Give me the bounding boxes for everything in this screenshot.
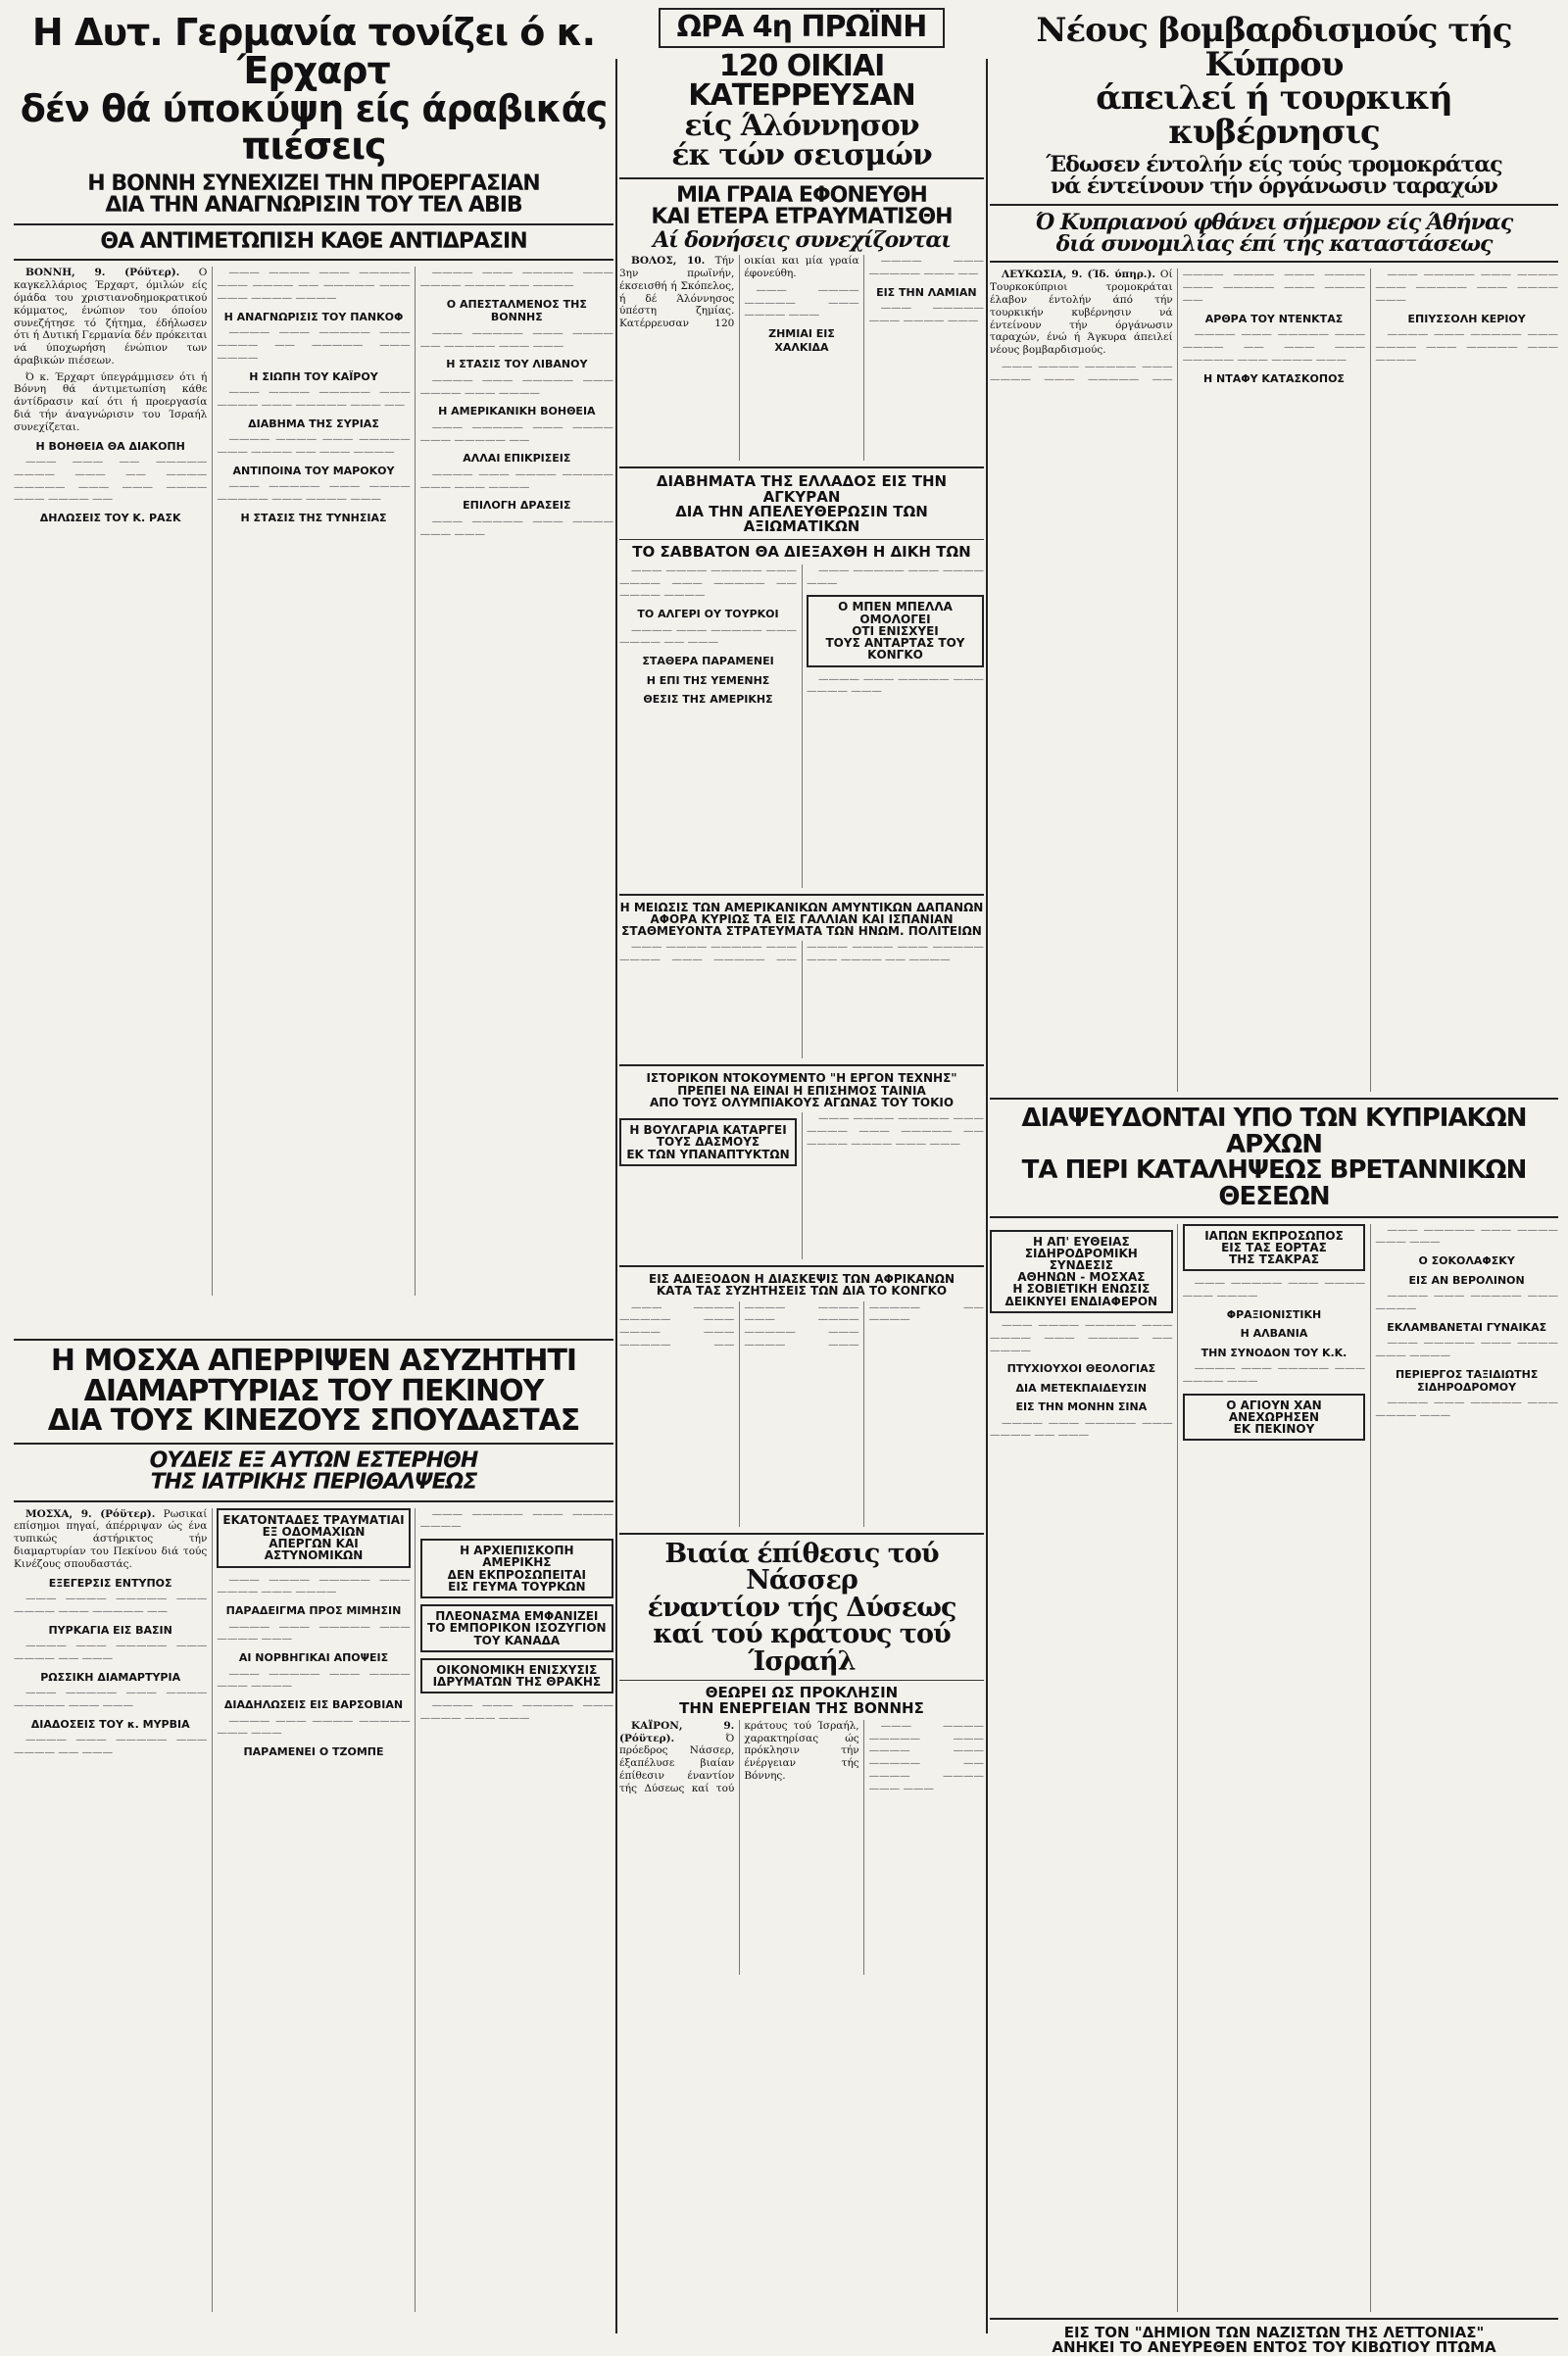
tokyo-body xyxy=(619,1112,984,1259)
section-head: ΠΕΡΙΕΡΓΟΣ ΤΑΞΙΔΙΩΤΗΣ ΣΙΔΗΡΟΔΡΟΜΟΥ xyxy=(1395,1367,1539,1394)
ankara-body xyxy=(619,564,984,888)
article-paragraph: ——— ————— ——— ———— ——— ———— xyxy=(217,1667,411,1693)
box-head: ΕΙΣ ΤΑΣ ΕΟΡΤΑΣ xyxy=(1221,1240,1327,1254)
section-head: Η ΑΛΒΑΝΙΑ xyxy=(1240,1327,1308,1341)
article-paragraph: ———— ——— ————— ——— ———— xyxy=(1375,1289,1558,1314)
box-head: Ο ΑΓΙΟΥΝ ΧΑΝ xyxy=(1226,1398,1322,1412)
divider xyxy=(990,261,1558,263)
dateline: ΒΟΛΟΣ, 10. xyxy=(631,255,706,268)
column-rule xyxy=(986,59,988,2333)
article-paragraph: ——— ————— ——— ———— ——— ——— xyxy=(1375,1223,1558,1249)
subhead-kyprianou-1: Ό Κυπριανού φθάνει σήμερον είς Άθήνας xyxy=(1035,209,1513,235)
box-head: ΔΕΙΚΝΥΕΙ ΕΝΔΙΑΦΕΡΟΝ xyxy=(1004,1294,1158,1308)
dateline: ΜΟΣΧΑ, 9. (Ρόϋτερ). xyxy=(25,1507,156,1520)
section-head: Η ΑΜΕΡΙΚΑΝΙΚΗ ΒΟΗΘΕΙΑ xyxy=(438,405,596,418)
divider xyxy=(619,466,984,468)
article-paragraph: ——— ———— ————— ——— ———— ——— ———— xyxy=(217,1573,411,1598)
article-paragraph: ———— ——— ————— ——— ———— —— ————— ——— ———— xyxy=(217,326,411,364)
article-paragraph: ———— ——— ————— ——— ———— ——— xyxy=(1375,1397,1558,1422)
divider xyxy=(990,204,1558,206)
lower-right-body xyxy=(990,1224,1558,2312)
headline-moscow-3: ΔΙΑ ΤΟΥΣ ΚΙΝΕΖΟΥΣ ΣΠΟΥΔΑΣΤΑΣ xyxy=(47,1403,580,1439)
headline-defense-2: ΑΦΟΡΑ ΚΥΡΙΩΣ ΤΑ ΕΙΣ ΓΑΛΛΙΑΝ ΚΑΙ ΙΣΠΑΝΙΑΝ xyxy=(650,912,954,926)
box-head: Ο ΜΠΕΝ ΜΠΕΛΛΑ ΟΜΟΛΟΓΕΙ xyxy=(838,600,953,626)
article-paragraph: ——— ————— ——— ———— ——— xyxy=(868,302,984,327)
section-head: ΠΥΡΚΑΓΙΑ ΕΙΣ ΒΑΣΙΝ xyxy=(48,1623,172,1637)
divider xyxy=(619,1064,984,1066)
box-head: ΕΞ ΟΔΟΜΑΧΙΩΝ xyxy=(262,1524,366,1539)
alonnisos-body xyxy=(619,255,984,461)
box-head: ΣΙΔΗΡΟΔΡΟΜΙΚΗ xyxy=(1024,1246,1138,1260)
africa-body xyxy=(619,1301,984,1527)
headline-nasser-1: Βιαία έπίθεσις τού Νάσσερ xyxy=(664,1538,939,1596)
article-paragraph: ——— ————— ——— ———— ——— ———— xyxy=(1182,1277,1366,1301)
section-head: ΔΙΑΔΟΣΕΙΣ ΤΟΥ κ. ΜΥΡΒΙΑ xyxy=(30,1717,190,1731)
right-column xyxy=(990,0,1558,2356)
article-paragraph: ——— ———— ————— ——— ———— ——— ————— —— ———— ———— ——— ———— ————— ——— ———— ——— ————— —— ———— xyxy=(619,1301,984,1351)
article-paragraph: ——— ———— ————— ——— ———— ——— ————— —— ———— ———— ——— ————— ——— ———— —— ———— xyxy=(619,941,984,966)
section-head: ΕΠΙΥΣΣΟΛΗ ΚΕΡΙΟΥ xyxy=(1407,312,1526,325)
article-paragraph: ———— ——— ————— ——— ———— —— ——— xyxy=(14,1640,208,1664)
section-head: ΕΙΣ ΑΝ ΒΕΡΟΛΙΝΟΝ xyxy=(1408,1273,1525,1287)
sidebar-box xyxy=(217,1508,410,1568)
section-head: ΔΙΑΔΗΛΩΣΕΙΣ ΕΙΣ ΒΑΡΣΟΒΙΑΝ xyxy=(223,1698,404,1712)
headline-ankara-2: ΔΙΑ ΤΗΝ ΑΠΕΛΕΥΘΕΡΩΣΙΝ ΤΩΝ ΑΞΙΩΜΑΤΙΚΩΝ xyxy=(675,502,928,536)
section-head: ΡΩΣΣΙΚΗ ΔΙΑΜΑΡΤΥΡΙΑ xyxy=(40,1670,181,1684)
subhead-alonnisos-1: ΜΙΑ ΓΡΑΙΑ ΕΦΟΝΕΥΘΗ xyxy=(676,182,927,208)
box-head: ΟΤΙ ΕΝΙΣΧΥΕΙ xyxy=(852,623,939,638)
section-head: ΤΟ ΑΛΓΕΡΙ ΟΥ ΤΟΥΡΚΟΙ xyxy=(637,608,779,621)
subhead-alonnisos-2: ΚΑΙ ΕΤΕΡΑ ΕΤΡΑΥΜΑΤΙΣΘΗ xyxy=(651,205,953,230)
section-head: ΕΙΣ ΤΗΝ ΜΟΝΗΝ ΣΙΝΑ xyxy=(1015,1400,1148,1414)
middle-column xyxy=(619,0,984,2332)
section-head: ΑΛΛΑΙ ΕΠΙΚΡΙΣΕΙΣ xyxy=(463,452,571,466)
section-head: ΤΗΝ ΣΥΝΟΔΟΝ ΤΟΥ Κ.Κ. xyxy=(1200,1346,1348,1359)
headline-alonnisos-2: είς Άλόννησον xyxy=(684,108,919,143)
subhead-bonn-1: Η ΒΟΝΝΗ ΣΥΝΕΧΙΖΕΙ ΤΗΝ ΠΡΟΕΡΓΑΣΙΑΝ xyxy=(87,172,540,196)
section-head: ΕΚΛΑΜΒΑΝΕΤΑΙ ΓΥΝΑΙΚΑΣ xyxy=(1387,1320,1547,1334)
article-paragraph: ———— ——— ————— ——— ———— ——— ————— ——— ———— xyxy=(1375,328,1558,366)
sidebar-box xyxy=(420,1539,613,1598)
divider xyxy=(619,1265,984,1267)
box-head: ΑΘΗΝΩΝ - ΜΟΣΧΑΣ xyxy=(1017,1270,1146,1285)
section-head: ΔΙΑ ΜΕΤΕΚΠΑΙΔΕΥΣΙΝ xyxy=(1015,1381,1148,1395)
headline-cyprus-1: Νέους βομβαρδισμούς τής Κύπρου xyxy=(1036,11,1512,84)
article-paragraph: ———— ——— ————— ——— ———— —— ——— xyxy=(14,1734,208,1758)
box-head: Η ΑΠ' ΕΥΘΕΙΑΣ xyxy=(1033,1234,1130,1249)
headline-africa-2: ΚΑΤΑ ΤΑΣ ΣΥΖΗΤΗΣΕΙΣ ΤΩΝ ΔΙΑ ΤΟ ΚΟΝΓΚΟ xyxy=(656,1284,948,1299)
headline-moscow-1: Η ΜΟΣΧΑ ΑΠΕΡΡΙΨΕΝ ΑΣΥΖΗΤΗΤΙ xyxy=(50,1344,577,1378)
divider xyxy=(14,1339,613,1341)
headline-nasser-3: καί τού κράτους τού Ίσραήλ xyxy=(653,1619,951,1677)
article-paragraph: ——— ————— ——— ———— ——— xyxy=(807,564,984,589)
section-head: Η ΕΠΙ ΤΗΣ ΥΕΜΕΝΗΣ xyxy=(646,673,770,687)
subhead-moscow-1: ΟΥΔΕΙΣ ΕΞ ΑΥΤΩΝ ΕΣΤΕΡΗΘΗ xyxy=(149,1448,478,1473)
article-paragraph: ——— ———— ————— ——— ———— ——— ————— —— ———— ———— ——— ——— xyxy=(807,1112,984,1150)
section-head: ΠΤΥΧΙΟΥΧΟΙ ΘΕΟΛΟΓΙΑΣ xyxy=(1006,1362,1156,1376)
sidebar-box xyxy=(619,1118,797,1166)
headline-erhard-2: δέν θά ύποκύψη είς άραβικάς πιέσεις xyxy=(20,86,608,169)
headline-defense-1: Η ΜΕΙΩΣΙΣ ΤΩΝ ΑΜΕΡΙΚΑΝΙΚΩΝ ΑΜΥΝΤΙΚΩΝ ΔΑΠΑΝΩΝ xyxy=(619,900,984,914)
section-head: ΖΗΜΙΑΙ ΕΙΣ ΧΑΛΚΙΔΑ xyxy=(768,327,835,354)
box-head: ΕΙΣ ΓΕΥΜΑ ΤΟΥΡΚΩΝ xyxy=(448,1579,586,1594)
sidebar-box xyxy=(1183,1394,1366,1442)
box-head: ΤΗΣ ΤΣΑΚΡΑΣ xyxy=(1229,1252,1319,1266)
subhead-nasser-2: ΤΗΝ ΕΝΕΡΓΕΙΑΝ ΤΗΣ ΒΟΝΝΗΣ xyxy=(679,1698,924,1717)
subhead-cyprus-1: Έδωσεν έντολήν είς τούς τρομοκράτας xyxy=(1046,151,1502,177)
headline-denial-2: ΤΑ ΠΕΡΙ ΚΑΤΑΛΗΨΕΩΣ ΒΡΕΤΑΝΝΙΚΩΝ ΘΕΣΕΩΝ xyxy=(1021,1155,1527,1211)
subhead-kyprianou-2: διά συνομιλίας έπί τής καταστάσεως xyxy=(1055,231,1493,257)
cyprus-body xyxy=(990,269,1558,1092)
article-paragraph: ——— ———— ————— ——— ———— ——— ————— —— ———— ———— xyxy=(619,564,797,602)
sidebar-box xyxy=(420,1604,613,1652)
box-head: ΑΝΕΧΩΡΗΣΕΝ xyxy=(1228,1409,1320,1424)
section-head: ΦΡΑΞΙΟΝΙΣΤΙΚΗ xyxy=(1226,1307,1322,1321)
article-paragraph: Ό πρόεδρος Νάσσερ, έξαπέλυσε βιαίαν έπίθεσιν έναντίον τής Δύσεως καί τού κράτους τού Ίσραήλ, χαρακτηρίσας ώς πρόκλησιν τήν ένέργειαν τής Βόννης. xyxy=(619,1719,859,1794)
headline-latvia-2: ΑΝΗΚΕΙ ΤΟ ΑΝΕΥΡΕΘΕΝ ΕΝΤΟΣ ΤΟΥ ΚΙΒΩΤΙΟΥ ΠΤΩΜΑ xyxy=(1052,2337,1496,2356)
article-paragraph: ——— ————— ——— ———— ——— ————— ——— ———— ——— xyxy=(1375,269,1558,307)
box-head: ΕΚΑΤΟΝΤΑΔΕΣ ΤΡΑΥΜΑΤΙΑΙ xyxy=(222,1512,405,1527)
sidebar-box xyxy=(807,595,984,666)
sidebar-box xyxy=(990,1230,1173,1313)
headline-latvia-1: ΕΙΣ ΤΟΝ "ΔΗΜΙΟΝ ΤΩΝ ΝΑΖΙΣΤΩΝ ΤΗΣ ΛΕΤΤΟΝΙΑΣ" xyxy=(1063,2323,1485,2341)
headline-tokyo-2: ΠΡΕΠΕΙ ΝΑ ΕΙΝΑΙ Η ΕΠΙΣΗΜΟΣ ΤΑΙΝΙΑ xyxy=(677,1083,926,1098)
section-head: ΕΙΣ ΤΗΝ ΛΑΜΙΑΝ xyxy=(876,285,977,299)
headline-cyprus-2: άπειλεί ή τουρκική κυβέρνησις xyxy=(1096,78,1452,153)
section-head: ΠΑΡΑΔΕΙΓΜΑ ΠΡΟΣ ΜΙΜΗΣΙΝ xyxy=(225,1604,402,1618)
divider xyxy=(14,223,613,225)
headline-nasser-2: έναντίον τής Δύσεως xyxy=(647,1592,956,1623)
divider xyxy=(14,1500,613,1502)
divider xyxy=(619,177,984,179)
sidebar-box xyxy=(420,1658,613,1693)
article-paragraph: ———— ——— ———— ————— ——— ——— xyxy=(217,1714,411,1740)
box-head: ΑΠΕΡΓΩΝ ΚΑΙ ΑΣΤΥΝΟΜΙΚΩΝ xyxy=(264,1537,364,1563)
box-head: ΤΟΥ ΚΑΝΑΔΑ xyxy=(473,1633,561,1647)
section-head: ΠΑΡΑΜΕΝΕΙ Ο ΤΖΟΜΠΕ xyxy=(243,1745,384,1759)
article-paragraph: ———— ——— ————— ——— ———— ——— xyxy=(217,1620,411,1645)
section-head: ΑΡΘΡΑ ΤΟΥ ΝΤΕΝΚΤΑΣ xyxy=(1204,312,1344,325)
left-column xyxy=(14,0,613,1323)
divider xyxy=(990,1216,1558,1218)
article-paragraph: ——— ———— ————— ——— ———— ——— ————— —— ———— ———— ——— ——— xyxy=(868,1719,984,1794)
divider xyxy=(14,259,613,261)
article-paragraph: ———— ——— ————— ——— ———— ——— xyxy=(807,672,984,698)
box-head: ΣΥΝΔΕΣΙΣ xyxy=(1049,1257,1113,1272)
box-head: ΠΛΕΟΝΑΣΜΑ ΕΜΦΑΝΙΖΕΙ xyxy=(435,1609,599,1624)
headline-tokyo-1: ΙΣΤΟΡΙΚΟΝ ΝΤΟΚΟΥΜΕΝΤΟ "Η ΕΡΓΟΝ ΤΕΧΝΗΣ" xyxy=(646,1071,957,1086)
box-head: ΙΑΠΩΝ ΕΚΠΡΟΣΩΠΟΣ xyxy=(1204,1228,1344,1243)
headline-alonnisos-1: 120 ΟΙΚΙΑΙ ΚΑΤΕΡΡΕΥΣΑΝ xyxy=(688,48,915,114)
divider xyxy=(619,539,984,540)
subhead-nasser-1: ΘΕΩΡΕΙ ΩΣ ΠΡΟΚΛΗΣΙΝ xyxy=(705,1684,899,1702)
dateline: ΛΕΥΚΩΣΙΑ, 9. (Ίδ. ύπηρ.). xyxy=(1002,269,1156,281)
box-head: ΤΟ ΕΜΠΟΡΙΚΟΝ ΙΣΟΖΥΓΙΟΝ xyxy=(427,1621,607,1636)
subhead-bonn-2: ΔΙΑ ΤΗΝ ΑΝΑΓΝΩΡΙΣΙΝ ΤΟΥ ΤΕΛ ΑΒΙΒ xyxy=(105,193,522,219)
divider xyxy=(619,1533,984,1535)
section-head: Ο ΣΟΚΟΛΑΦΣΚΥ xyxy=(1418,1254,1515,1268)
article-paragraph: ——— ———— ——— ————— ——— ———— —— ————— ——— ——— ———— ———— xyxy=(217,267,411,304)
moscow-article xyxy=(14,1333,613,2332)
section-head: Ο ΑΠΕΣΤΑΛΜΕΝΟΣ ΤΗΣ ΒΟΝΝΗΣ xyxy=(446,297,587,324)
subhead-cyprus-2: νά έντείνουν τήν όργάνωσιν ταραχών xyxy=(1051,173,1497,200)
article-paragraph: ——— ———— ————— ——— ———— ——— ————— —— ———— ———— ——— ———— ——— ————— ——— ———— —— xyxy=(990,269,1366,385)
article-paragraph: ——— ———— ————— ——— ———— ——— ————— ——— —— xyxy=(217,385,411,411)
box-head: ΕΚ ΤΩΝ ΥΠΑΝΑΠΤΥΚΤΩΝ xyxy=(626,1147,790,1161)
subhead-alonnisos-3: Αί δονήσεις συνεχίζονται xyxy=(653,226,951,253)
headline-moscow-2: ΔΙΑΜΑΡΤΥΡΙΑΣ ΤΟΥ ΠΕΚΙΝΟΥ xyxy=(83,1373,544,1408)
dateline: ΚΑΪΡΟΝ, 9. (Ρόϋτερ). xyxy=(619,1719,735,1744)
section-head: ΔΗΛΩΣΕΙΣ ΤΟΥ Κ. ΡΑΣΚ xyxy=(39,512,181,525)
article-paragraph: Οί Τουρκοκύπριοι τρομοκράται έλαβον έντολήν άπό τήν τουρκικήν κυβέρνησιν νά έντείνουν τήν όργάνωσιν ταραχών, ένώ ή Άγκυρα άπειλεί νέους βομβαρδισμούς. xyxy=(990,269,1173,357)
article-paragraph: ——— ———— ————— ——— ———— ——— xyxy=(744,283,859,321)
subhead-ankara: ΤΟ ΣΑΒΒΑΤΟΝ ΘΑ ΔΙΕΞΑΧΘΗ Η ΔΙΚΗ ΤΩΝ xyxy=(632,543,971,562)
article-paragraph: Τήν 3ην πρωϊνήν, έκσεισθή ή Σκόπελος, ή δέ Άλόννησος ύπέστη ζημίας. Κατέρρευσαν 120 οικίαι και μία γραία έφονεύθη. xyxy=(619,255,859,330)
article-paragraph: ——— ————— ——— ———— ————— ——— ——— xyxy=(14,1687,208,1711)
article-erhard-body xyxy=(14,267,613,1296)
headline-denial-1: ΔΙΑΨΕΥΔΟΝΤΑΙ ΥΠΟ ΤΩΝ ΚΥΠΡΙΑΚΩΝ ΑΡΧΩΝ xyxy=(1021,1104,1527,1159)
box-head: ΕΚ ΠΕΚΙΝΟΥ xyxy=(1233,1422,1315,1437)
article-paragraph: ——— ———— ————— ——— ———— ——— ————— —— xyxy=(14,1593,208,1617)
section-head: ΑΝΤΙΠΟΙΝΑ ΤΟΥ ΜΑΡΟΚΟΥ xyxy=(232,464,395,477)
box-head: ΤΟΥΣ ΑΝΤΑΡΤΑΣ ΤΟΥ ΚΟΝΓΚΟ xyxy=(825,636,965,663)
box-head: Η ΑΡΧΙΕΠΙΣΚΟΠΗ ΑΜΕΡΙΚΗΣ xyxy=(460,1544,574,1570)
section-head: ΑΙ ΝΟΡΒΗΓΙΚΑΙ ΑΠΟΨΕΙΣ xyxy=(238,1651,389,1665)
section-head: Η ΝΤΑΦΥ ΚΑΤΑΣΚΟΠΟΣ xyxy=(1203,371,1345,385)
section-head: ΔΙΑΒΗΜΑ ΤΗΣ ΣΥΡΙΑΣ xyxy=(248,417,379,430)
section-head: ΕΞΕΓΕΡΣΙΣ ΕΝΤΥΠΟΣ xyxy=(48,1576,172,1590)
article-paragraph: ———— ———— ——— ————— ——— ———— —— ——— ———— xyxy=(217,432,411,458)
box-head: ΤΟΥΣ ΔΑΣΜΟΥΣ xyxy=(656,1135,760,1150)
headline-tokyo-3: ΑΠΟ ΤΟΥΣ ΟΛΥΜΠΙΑΚΟΥΣ ΑΓΩΝΑΣ ΤΟΥ ΤΟΚΙΟ xyxy=(649,1095,955,1109)
article-paragraph: Ο καγκελλάριος Έρχαρτ, όμιλών είς όμάδα του χριστιανοδημοκρατικού κόμματος, ένώπιον του όποίου συνεζήτησε τό ζήτημα, έδήλωσεν ότι ή Δυτική Γερμανία δέν πρόκειται νά ύποχωρήση ένώπιον των άραβικών πιέσεων. xyxy=(14,267,208,367)
article-paragraph: ———— ——— ———— ————— ——— ——— ———— xyxy=(419,467,613,493)
article-paragraph: Ρωσικαί επίσημοι πηγαί, άπέρριψαν ώς ένα τυπικώς άστήρικτος τήν διαμαρτυρίαν του Πεκίνου διά τούς Κινέζους σπουδαστάς. xyxy=(14,1507,208,1570)
article-paragraph: ———— ——— ————— ——— ———— ———— —— ———— xyxy=(419,267,613,292)
section-head: Η ΣΤΑΣΙΣ ΤΗΣ ΤΥΝΗΣΙΑΣ xyxy=(240,511,387,524)
section-head: Η ΑΝΑΓΝΩΡΙΣΙΣ ΤΟΥ ΠΑΝΚΟΦ xyxy=(223,310,404,323)
headline-ankara-1: ΔΙΑΒΗΜΑΤΑ ΤΗΣ ΕΛΛΑΔΟΣ ΕΙΣ ΤΗΝ ΑΓΚΥΡΑΝ xyxy=(656,472,948,506)
box-head: Η ΣΟΒΙΕΤΙΚΗ ΕΝΩΣΙΣ xyxy=(1012,1282,1151,1297)
defense-body xyxy=(619,941,984,1058)
headline-alonnisos-3: έκ τών σεισμών xyxy=(671,138,932,173)
section-head: Η ΒΟΗΘΕΙΑ ΘΑ ΔΙΑΚΟΠΗ xyxy=(35,439,185,453)
article-paragraph: ———— ——— ————— ——— ———— —— ——— xyxy=(619,623,797,649)
box-head: ΔΕΝ ΕΚΠΡΟΣΩΠΕΙΤΑΙ xyxy=(447,1567,586,1582)
article-paragraph: ———— ——— ————— ——— ———— ——— ———— xyxy=(419,373,613,399)
moscow-body xyxy=(14,1508,613,2312)
section-head: Η ΣΙΩΠΗ ΤΟΥ ΚΑΪΡΟΥ xyxy=(249,369,378,383)
divider xyxy=(14,1443,613,1445)
article-paragraph: ——— ————— ——— ———— ——— ——— xyxy=(419,515,613,540)
box-head: ΙΔΡΥΜΑΤΩΝ ΤΗΣ ΘΡΑΚΗΣ xyxy=(432,1675,602,1690)
divider xyxy=(619,894,984,896)
section-head: Η ΣΤΑΣΙΣ ΤΟΥ ΛΙΒΑΝΟΥ xyxy=(446,358,588,371)
section-head: ΕΠΙΛΟΓΗ ΔΡΑΣΕΙΣ xyxy=(463,499,571,513)
headline-africa-1: ΕΙΣ ΑΔΙΕΞΟΔΟΝ Η ΔΙΑΣΚΕΨΙΣ ΤΩΝ ΑΦΡΙΚΑΝΩΝ xyxy=(649,1272,955,1287)
article-paragraph: ——— ————— ——— ———— ————— ——— ———— ——— xyxy=(217,479,411,505)
section-head: ΣΤΑΘΕΡΑ ΠΑΡΑΜΕΝΕΙ xyxy=(642,655,774,668)
article-paragraph: ———— ——— ————— ——— ———— ——— xyxy=(1182,1362,1366,1387)
nasser-body xyxy=(619,1720,984,1975)
article-paragraph: ———— ——— ————— ——— ———— —— ——— xyxy=(990,1416,1173,1442)
article-paragraph: ——— ————— ——— ———— ———— xyxy=(419,1507,613,1533)
article-paragraph: ——— ————— ——— ———— ——— ———— xyxy=(1375,1336,1558,1361)
subhead-moscow-2: ΤΗΣ ΙΑΤΡΙΚΗΣ ΠΕΡΙΘΑΛΨΕΩΣ xyxy=(150,1470,477,1496)
headline-defense-3: ΣΤΑΘΜΕΥΟΝΤΑ ΣΤΡΑΤΕΥΜΑΤΑ ΤΩΝ ΗΝΩΜ. ΠΟΛΙΤΕΙΩΝ xyxy=(621,924,982,939)
box-head: Η ΒΟΥΛΓΑΡΙΑ ΚΑΤΑΡΓΕΙ xyxy=(629,1123,787,1138)
article-paragraph: ——— ——— —— ————— ———— ——— —— ———— ————— ——— ——— ———— ——— ———— —— xyxy=(14,456,208,506)
article-paragraph: Ό κ. Έρχαρτ ύπεγράμμισεν ότι ή Βόννη θά άντιμετωπίση κάθε άντίδρασιν καί ότι ή προεργασία διά τήν άναγνώρισιν του Ίσραήλ συνεχίζεται. xyxy=(14,370,208,433)
article-paragraph: ——— ————— ——— ———— —— ————— ——— ——— xyxy=(419,326,613,352)
article-paragraph: ———— ——— ————— ——— ———— ——— ——— xyxy=(419,1699,613,1725)
divider xyxy=(990,1098,1558,1100)
hora-banner: ΩΡΑ 4η ΠΡΩΪΝΗ xyxy=(659,8,945,48)
box-head: ΟΙΚΟΝΟΜΙΚΗ ΕΝΙΣΧΥΣΙΣ xyxy=(436,1662,598,1677)
divider xyxy=(990,2318,1558,2320)
headline-erhard-1: Η Δυτ. Γερμανία τονίζει ό κ. Έρχαρτ xyxy=(31,11,596,92)
dateline: ΒΟΝΝΗ, 9. (Ρόϋτερ). xyxy=(25,267,180,279)
section-head: ΘΕΣΙΣ ΤΗΣ ΑΜΕΡΙΚΗΣ xyxy=(643,692,773,706)
column-rule xyxy=(615,59,617,2333)
article-paragraph: ——— ———— ————— ——— ———— ——— ————— —— ———— xyxy=(990,1318,1173,1356)
article-paragraph: ——— ————— ——— ———— ——— ————— —— xyxy=(419,420,613,446)
sidebar-box xyxy=(1183,1224,1366,1272)
article-paragraph: ———— ——— ————— ——— —— xyxy=(868,255,984,280)
divider xyxy=(619,1680,984,1681)
article-paragraph: ———— ——— ————— ——— ———— —— ——— ——— ————— ——— ———— ——— xyxy=(1182,328,1366,366)
subhead-reaction: ΘΑ ΑΝΤΙΜΕΤΩΠΙΣΗ ΚΑΘΕ ΑΝΤΙΔΡΑΣΙΝ xyxy=(100,228,527,254)
